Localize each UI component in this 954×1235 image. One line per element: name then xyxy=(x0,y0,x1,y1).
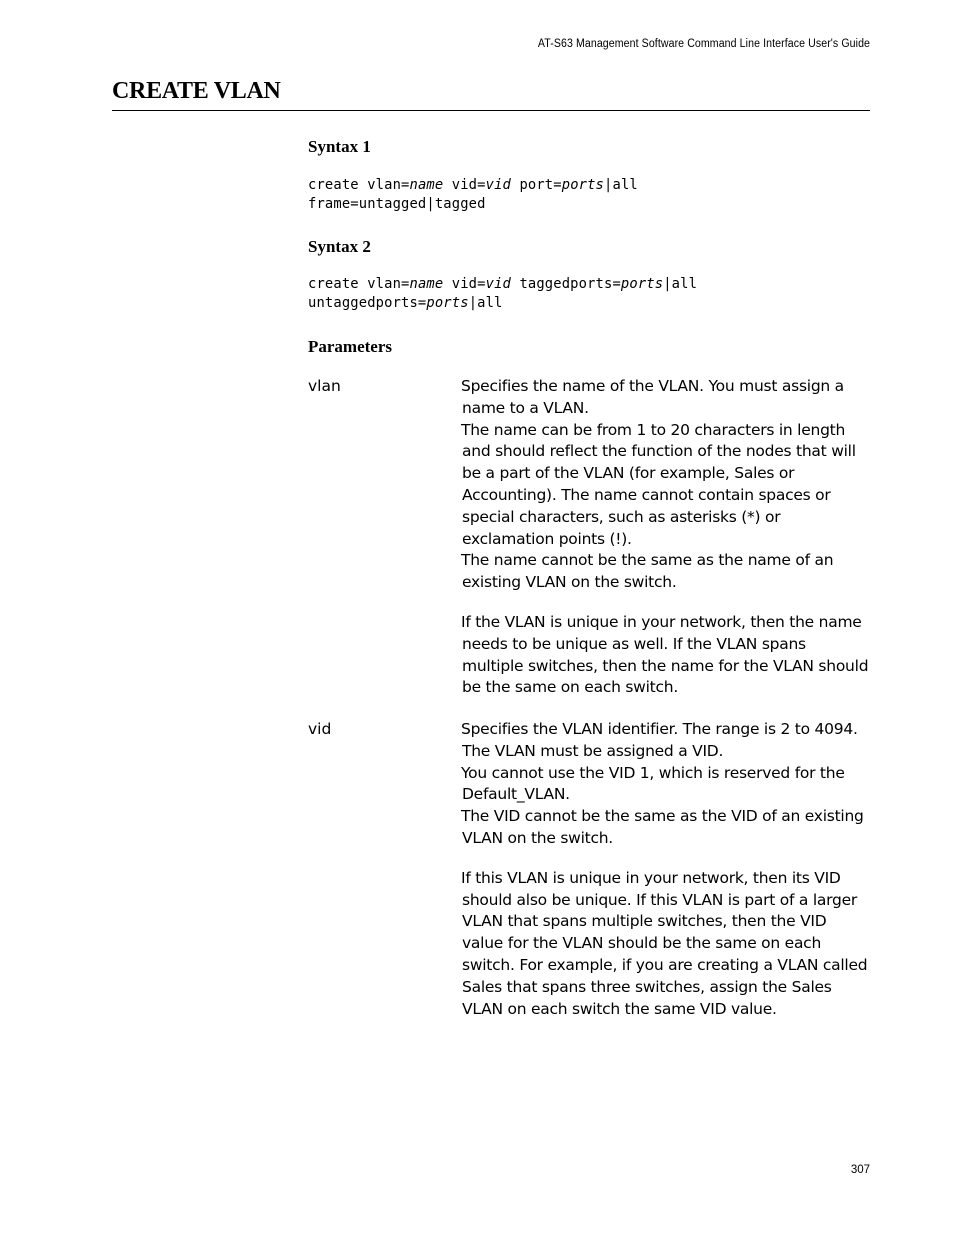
param-paragraph: The name cannot be the same as the name of an existing VLAN on the switch. xyxy=(461,551,834,592)
code-text: vid= xyxy=(443,276,486,292)
param-description-vid xyxy=(461,719,871,1020)
param-paragraph: Specifies the VLAN identifier. The range is 2 to 4094. The VLAN must be assigned a VID. xyxy=(461,720,858,760)
title-rule xyxy=(112,110,870,111)
param-paragraph: If the VLAN is unique in your network, then the name needs to be unique as well. If the VLAN spans multiple switches, then the name for the VLAN should be the same on each switch. xyxy=(461,612,869,697)
syntax2-code-line-1 xyxy=(308,276,697,292)
syntax2-heading: Syntax 2 xyxy=(308,237,371,256)
param-name-vid: vid xyxy=(308,720,332,738)
code-variable: ports xyxy=(620,276,664,292)
param-description-vlan xyxy=(461,376,871,699)
running-header: AT-S63 Management Software Command Line Interface User's Guide xyxy=(537,38,870,50)
code-text: taggedports= xyxy=(510,276,621,292)
code-variable: name xyxy=(409,177,444,193)
code-variable: ports xyxy=(426,295,469,311)
code-text: port= xyxy=(510,177,562,193)
syntax1-code-line-2: frame=untagged|tagged xyxy=(308,196,486,212)
code-text: create vlan= xyxy=(308,177,410,193)
param-paragraph: The name can be from 1 to 20 characters in length and should reflect the function of the nodes that will be a part of the VLAN (for example, Sales or Accounting). The name cannot contain spaces or special characters, such as asterisks (*) or exclamation points (!). xyxy=(461,420,856,548)
param-paragraph: If this VLAN is unique in your network, then its VID should also be unique. If this VLAN is part of a larger VLAN that spans multiple switches, then the VID value for the VLAN should be the same on each switch. For example, if you are creating a VLAN called Sales that spans three switches, assign the Sales VLAN on each switch the same VID value. xyxy=(461,868,868,1018)
param-name-vlan: vlan xyxy=(308,377,341,395)
code-variable: ports xyxy=(561,177,605,193)
page-number: 307 xyxy=(850,1164,870,1176)
code-variable: vid xyxy=(485,177,511,193)
code-variable: name xyxy=(409,276,444,292)
syntax1-code-line-1 xyxy=(308,177,638,193)
param-paragraph: You cannot use the VID 1, which is reserved for the Default_VLAN. xyxy=(461,763,845,804)
code-text: |all xyxy=(604,177,638,193)
code-text: untaggedports= xyxy=(308,295,427,311)
parameters-heading: Parameters xyxy=(308,337,393,356)
page-title: CREATE VLAN xyxy=(112,78,281,104)
syntax1-heading: Syntax 1 xyxy=(308,137,371,156)
code-text: vid= xyxy=(443,177,486,193)
param-paragraph: The VID cannot be the same as the VID of an existing VLAN on the switch. xyxy=(461,807,864,847)
code-text: |all xyxy=(663,276,698,292)
code-variable: vid xyxy=(485,276,511,292)
code-text: create vlan= xyxy=(308,276,410,292)
param-paragraph: Specifies the name of the VLAN. You must assign a name to a VLAN. xyxy=(461,377,844,417)
code-text: |all xyxy=(468,295,503,311)
syntax2-code-line-2 xyxy=(308,295,503,311)
